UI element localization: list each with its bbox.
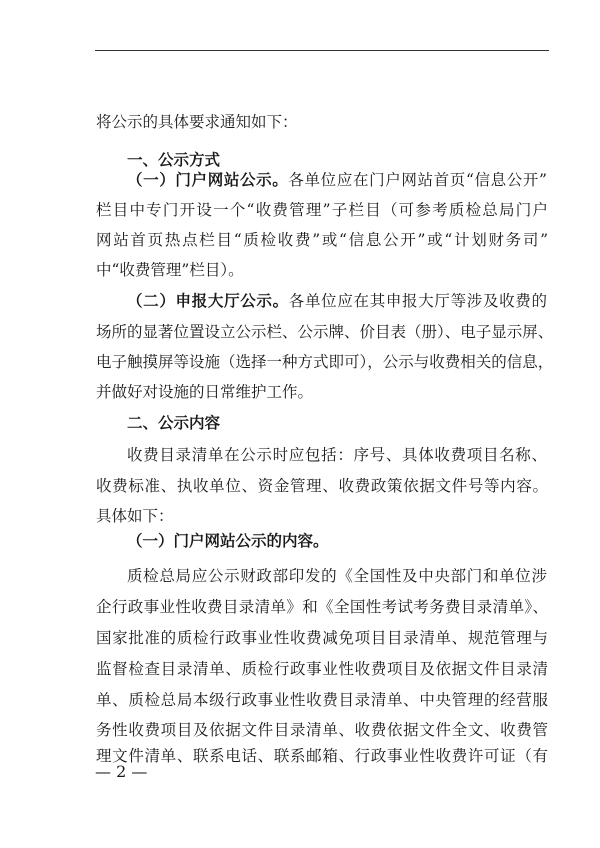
paragraph-text: 各单位应在门户网站首页“信息公开”: [288, 171, 547, 189]
paragraph-line: 电子触摸屏等设施（选择一种方式即可），公示与收费相关的信息，: [96, 353, 554, 371]
section-heading-2: 二、公示内容: [127, 413, 221, 432]
paragraph-line: 收费标准、执收单位、资金管理、收费政策依据文件号等内容。: [96, 477, 548, 495]
paragraph-line: 网站首页热点栏目“质检收费”或“信息公开”或“计划财务司”: [96, 231, 548, 249]
paragraph-line: [127, 291, 547, 311]
page-number: — 2 —: [95, 762, 148, 781]
paragraph-line: 栏目中专门开设一个“收费管理”子栏目（可参考质检总局门户: [96, 201, 548, 219]
section-heading-1: 一、公示方式: [127, 150, 221, 169]
paragraph-line: 理文件清单、联系电话、联系邮箱、行政事业性收费许可证（有: [96, 747, 548, 765]
paragraph-line: 场所的显著位置设立公示栏、公示牌、价目表（册）、电子显示屏、: [96, 323, 554, 341]
subheading-inline: （一）门户网站公示。: [127, 170, 289, 189]
paragraph-text: 各单位应在其申报大厅等涉及收费的: [288, 292, 547, 310]
header-rule: [95, 50, 549, 51]
paragraph-line: 收费目录清单在公示时应包括：序号、具体收费项目名称、: [127, 446, 547, 464]
paragraph-line: [127, 170, 547, 190]
paragraph-line: 监督检查目录清单、质检行政事业性收费项目及依据文件目录清: [96, 660, 548, 678]
paragraph-line: 质检总局应公示财政部印发的《全国性及中央部门和单位涉: [127, 567, 547, 585]
paragraph-line: 企行政事业性收费目录清单》和《全国性考试考务费目录清单》、: [96, 598, 548, 616]
paragraph-line: 具体如下：: [96, 507, 174, 525]
paragraph-line: 中“收费管理”栏目）。: [96, 261, 244, 279]
paragraph-line: 国家批准的质检行政事业性收费减免项目目录清单、规范管理与: [96, 629, 548, 647]
subheading-inline: （二）申报大厅公示。: [127, 291, 289, 310]
intro-line: 将公示的具体要求通知如下：: [96, 113, 298, 131]
paragraph-line: 单、质检总局本级行政事业性收费目录清单、中央管理的经营服: [96, 691, 548, 709]
paragraph-line: 务性收费项目及依据文件目录清单、收费依据文件全文、收费管: [96, 721, 548, 739]
subheading-1: （一）门户网站公示的内容。: [127, 531, 329, 550]
paragraph-line: 并做好对设施的日常维护工作。: [96, 383, 314, 401]
